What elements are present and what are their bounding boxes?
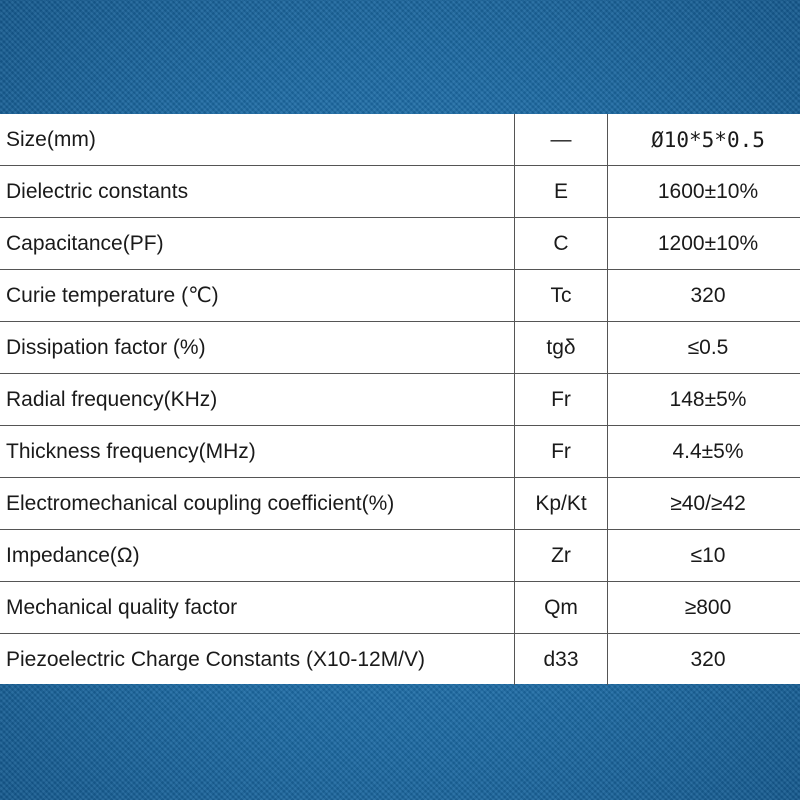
specification-table	[0, 114, 800, 685]
table-row-dissipation-factor	[0, 322, 800, 374]
value-cell: 320	[608, 270, 800, 322]
parameter-cell: Electromechanical coupling coefficient(%)	[0, 478, 515, 530]
table-row-piezoelectric-charge-constants	[0, 634, 800, 686]
value-cell: 320	[608, 634, 800, 686]
parameter-cell: Curie temperature (℃)	[0, 270, 515, 322]
symbol-cell: d33	[515, 634, 608, 686]
parameter-cell: Dielectric constants	[0, 166, 515, 218]
symbol-cell: Tc	[515, 270, 608, 322]
value-cell: 1200±10%	[608, 218, 800, 270]
value-cell: ≥40/≥42	[608, 478, 800, 530]
symbol-cell: E	[515, 166, 608, 218]
symbol-cell: Qm	[515, 582, 608, 634]
value-cell: ≥800	[608, 582, 800, 634]
table-row-size	[0, 114, 800, 166]
table-row-curie-temperature	[0, 270, 800, 322]
table-row-thickness-frequency	[0, 426, 800, 478]
value-cell: 148±5%	[608, 374, 800, 426]
symbol-cell: Kp/Kt	[515, 478, 608, 530]
parameter-cell: Piezoelectric Charge Constants (X10-12M/V)	[0, 634, 515, 686]
parameter-cell: Radial frequency(KHz)	[0, 374, 515, 426]
value-cell: 4.4±5%	[608, 426, 800, 478]
value-cell: ≤10	[608, 530, 800, 582]
parameter-cell: Impedance(Ω)	[0, 530, 515, 582]
parameter-cell: Size(mm)	[0, 114, 515, 166]
symbol-cell: C	[515, 218, 608, 270]
parameter-cell: Dissipation factor (%)	[0, 322, 515, 374]
parameter-cell: Mechanical quality factor	[0, 582, 515, 634]
parameter-cell: Thickness frequency(MHz)	[0, 426, 515, 478]
table-row-coupling-coefficient	[0, 478, 800, 530]
specification-table-container	[0, 114, 800, 684]
symbol-cell: Zr	[515, 530, 608, 582]
value-cell: 1600±10%	[608, 166, 800, 218]
symbol-cell: tgδ	[515, 322, 608, 374]
value-cell: ≤0.5	[608, 322, 800, 374]
parameter-cell: Capacitance(PF)	[0, 218, 515, 270]
symbol-cell: Fr	[515, 374, 608, 426]
table-row-impedance	[0, 530, 800, 582]
table-row-radial-frequency	[0, 374, 800, 426]
symbol-cell: Fr	[515, 426, 608, 478]
symbol-cell: —	[515, 114, 608, 166]
table-row-mechanical-quality-factor	[0, 582, 800, 634]
value-cell: Ø10*5*0.5	[608, 114, 800, 166]
table-row-capacitance	[0, 218, 800, 270]
table-row-dielectric-constants	[0, 166, 800, 218]
